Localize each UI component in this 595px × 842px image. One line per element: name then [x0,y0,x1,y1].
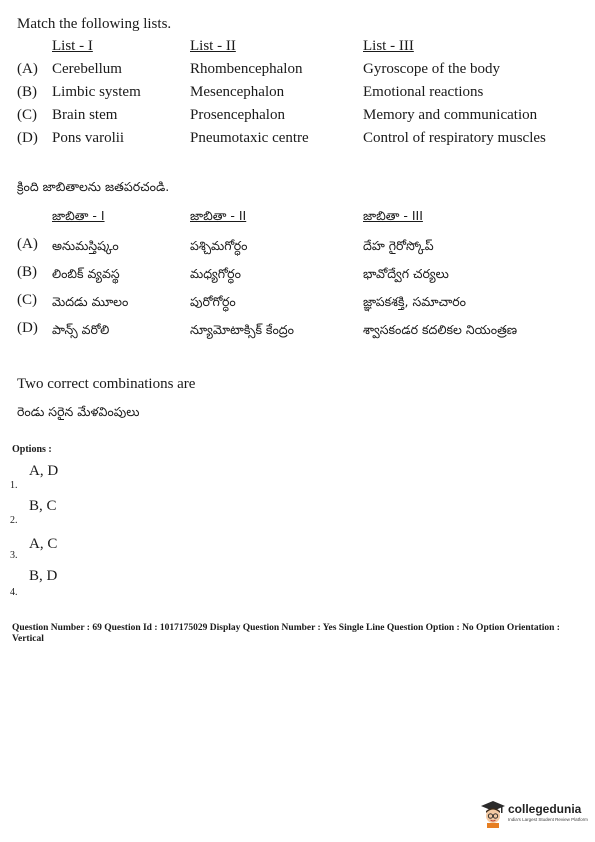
option-1-number: 1. [10,480,18,491]
list-3-item: Gyroscope of the body [363,61,501,77]
telugu-list-1-item: అనుమస్తిష్కం [52,238,119,253]
row-label: (A) [17,236,38,252]
list-1-item: Brain stem [52,107,118,123]
telugu-row-a [17,236,587,256]
list-1-item: Cerebellum [52,61,122,77]
telugu-list-3-item: దేహ గైరోస్కోప్ [363,238,434,253]
option-4-number: 4. [10,587,18,598]
logo-wordmark: collegedunia [508,802,582,816]
row-label: (C) [17,292,37,308]
collegedunia-logo[interactable] [480,800,590,830]
telugu-list-3-item: జ్ఞాపకశక్తి, సమాచారం [363,294,466,309]
row-label: (D) [17,320,38,336]
list-1-item: Limbic system [52,84,141,100]
list-1-header: List - I [52,38,93,54]
telugu-list-3-header: జాబితా - III [363,208,423,223]
student-mascot-icon [480,800,506,828]
row-label: (B) [17,264,37,280]
match-row-c [17,107,587,127]
list-1-item: Pons varolii [52,130,125,146]
telugu-list-3-item: భావోద్వేగ చర్యలు [363,266,449,281]
list-3-item: Memory and communication [363,107,538,123]
row-label: (D) [17,130,38,146]
option-2-text[interactable]: B, C [29,498,57,514]
telugu-row-c [17,292,587,312]
row-label: (A) [17,61,38,77]
list-2-header: List - II [190,38,236,54]
option-3-text[interactable]: A, C [29,536,58,552]
prompt-telugu: రెండు సరైన మేళవింపులు [17,404,140,419]
telugu-title: క్రింది జాబితాలను జతపరచండి. [17,179,170,194]
prompt-english: Two correct combinations are [17,376,196,392]
options-label: Options : [12,444,52,455]
list-3-item: Control of respiratory muscles [363,130,546,146]
telugu-list-3-item: శ్వాసకండర కదలికల నియంత్రణ [363,322,518,337]
telugu-list-1-header: జాబితా - I [52,208,105,223]
telugu-list-2-item: పురోగోర్ధం [190,294,236,309]
telugu-list-1-item: మెదడు మూలం [52,294,129,309]
telugu-list-2-item: పశ్చిమగోర్ధం [190,238,248,253]
telugu-list-2-item: న్యూమోటాక్సిక్ కేంద్రం [190,322,294,337]
telugu-row-b [17,264,587,284]
list-3-header: List - III [363,38,414,54]
telugu-list-headers [17,208,587,228]
logo-tagline: India's Largest Student Review Platform [508,817,588,822]
question-metadata: Question Number : 69 Question Id : 1017175029 Display Question Number : Yes Single Line Question Option : No Option Orientation : Vertical [12,623,560,644]
telugu-list-1-item: లింబిక్ వ్యవస్థ [52,266,120,281]
telugu-list-2-header: జాబితా - II [190,208,247,223]
list-3-item: Emotional reactions [363,84,484,100]
option-4-text[interactable]: B, D [29,568,58,584]
list-2-item: Prosencephalon [190,107,285,123]
list-2-item: Mesencephalon [190,84,285,100]
telugu-list-1-item: పాన్స్ వరోలి [52,322,110,337]
row-label: (C) [17,107,37,123]
list-2-item: Rhombencephalon [190,61,303,77]
telugu-row-d [17,320,587,340]
question-title: Match the following lists. [17,16,172,32]
match-row-a [17,61,587,81]
row-label: (B) [17,84,37,100]
option-1-text[interactable]: A, D [29,463,59,479]
match-row-b [17,84,587,104]
option-2-number: 2. [10,515,18,526]
option-3-number: 3. [10,550,18,561]
list-2-item: Pneumotaxic centre [190,130,309,146]
list-headers [17,38,587,58]
telugu-list-2-item: మధ్యగోర్ధం [190,266,241,281]
match-row-d [17,130,587,150]
